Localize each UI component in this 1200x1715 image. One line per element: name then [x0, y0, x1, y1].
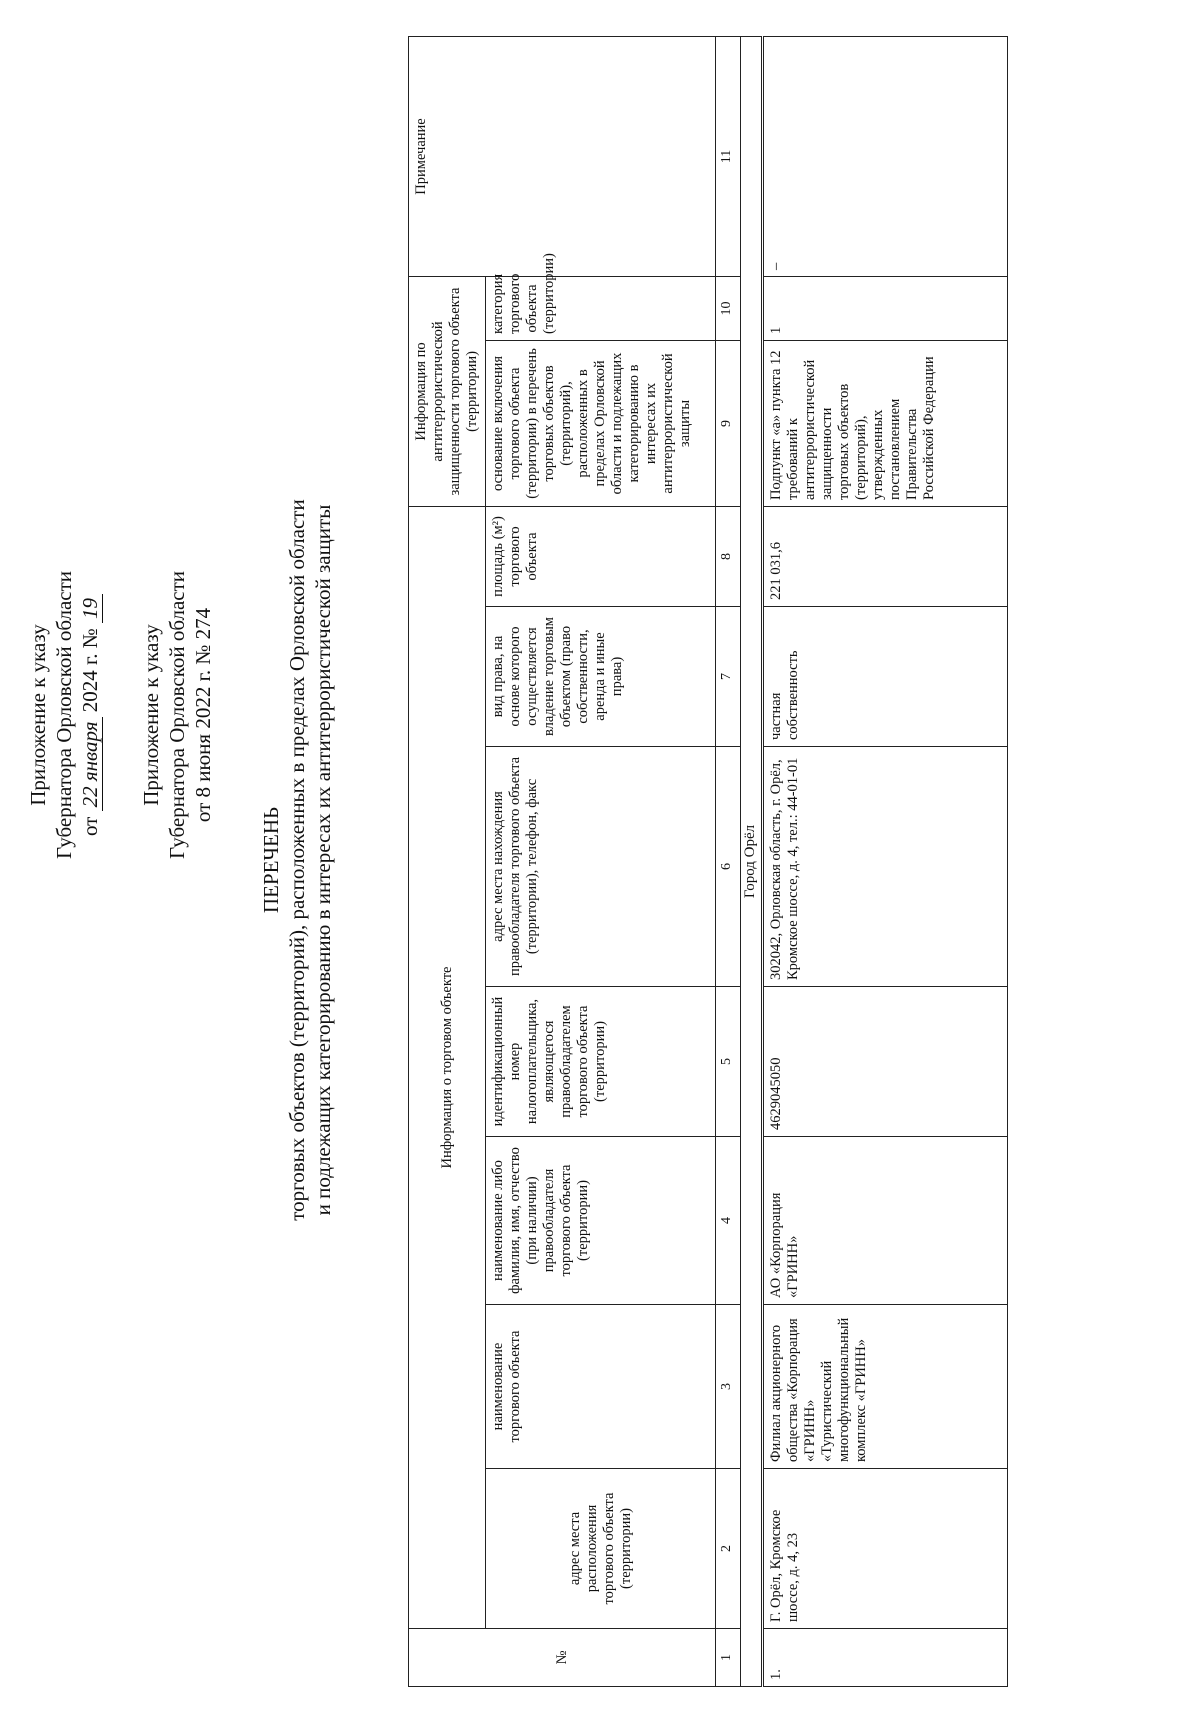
row-owner: АО «Корпорация «ГРИНН» [763, 1137, 1008, 1305]
handwritten-number: 19 [78, 594, 103, 623]
row-right: частная собственность [763, 607, 1008, 747]
appendix-header [25, 415, 103, 1015]
appendix-line-2: Губернатора Орловской области [52, 570, 76, 860]
row-inn: 4629045050 [763, 987, 1008, 1137]
prev-appendix-line-2: Губернатора Орловской области [165, 570, 189, 860]
prev-appendix-line-1: Приложение к указу [139, 624, 163, 806]
previous-appendix-header [138, 415, 216, 1015]
row-owner-address: 302042, Орловская область, г. Орёл, Кромское шоссе, д. 4, тел.: 44-01-01 [763, 747, 1008, 987]
group-header-protection: Информация по антитеррористической защищенности торгового объекта (территории) [409, 276, 486, 506]
col-number: 2 [716, 1469, 741, 1629]
city-section-title: Город Орёл [741, 36, 763, 1686]
prev-appendix-line-3: от 8 июня 2022 г. № 274 [191, 607, 215, 823]
col-header-object-name: наименование торгового объекта [486, 1305, 716, 1469]
row-address: Г. Орёл, Кромское шоссе, д. 4, 23 [763, 1469, 1008, 1629]
table-row [763, 36, 1008, 1686]
col-number: 4 [716, 1137, 741, 1305]
col-number: 10 [716, 276, 741, 340]
document-title [258, 345, 336, 1375]
city-section-row [741, 36, 763, 1686]
col-header-owner-address: адрес места нахождения правообладателя торгового объекта (территории), телефон, факс [486, 747, 716, 987]
table-header-columns-row [486, 36, 716, 1686]
row-basis: Подпункт «а» пункта 12 требований к антитеррористической защищенности торговых объектов (территорий), утвержденных постановлением Правительства Российской Федерации [763, 340, 1008, 506]
row-category: 1 [763, 276, 1008, 340]
row-object-name: Филиал акционерного общества «Корпорация «ГРИНН» «Туристический многофункциональный комплекс «ГРИНН» [763, 1305, 1008, 1469]
row-no: 1. [763, 1629, 1008, 1687]
col-number: 8 [716, 506, 741, 606]
column-numbers-row [716, 36, 741, 1686]
group-header-info: Информация о торговом объекте [409, 506, 486, 1628]
col-header-address: адрес места расположения торгового объекта (территории) [486, 1469, 716, 1629]
title-line-1: торговых объектов (территорий), расположенных в пределах Орловской области [285, 499, 309, 1221]
col-header-note: Примечание [409, 36, 716, 276]
col-header-inn: идентификационный номер налогоплательщика, являющегося правообладателем торгового объекта (территории) [486, 987, 716, 1137]
row-note: – [763, 36, 1008, 276]
row-area: 221 031,6 [763, 506, 1008, 606]
table-header-group-row [409, 36, 486, 1686]
col-number: 3 [716, 1305, 741, 1469]
title-main: ПЕРЕЧЕНЬ [259, 806, 283, 914]
col-number: 6 [716, 747, 741, 987]
title-line-2: и подлежащих категорированию в интересах их антитеррористической защиты [311, 504, 335, 1216]
col-number: 11 [716, 36, 741, 276]
col-number: 1 [716, 1629, 741, 1687]
col-header-right: вид права, на основе которого осуществляется владение торговым объектом (право собственности, аренда и иные права) [486, 607, 716, 747]
objects-table [408, 36, 1008, 1687]
col-number: 5 [716, 987, 741, 1137]
col-number: 7 [716, 607, 741, 747]
appendix-line-3: от 22 января 2024 г. № 19 [77, 415, 103, 1015]
col-header-no: № [409, 1629, 716, 1687]
col-header-category: категория торгового объекта (территории) [486, 276, 716, 340]
appendix-line-1: Приложение к указу [26, 624, 50, 806]
col-header-owner: наименование либо фамилия, имя, отчество (при наличии) правообладателя торгового объекта (территории) [486, 1137, 716, 1305]
handwritten-date: 22 января [78, 718, 103, 812]
col-header-basis: основание включения торгового объекта (территории) в перечень торговых объектов (территорий), расположенных в пределах Орловской области и подлежащих категорированию в интересах их антитеррористической защиты [486, 340, 716, 506]
col-header-area: площадь (м²) торгового объекта [486, 506, 716, 606]
col-number: 9 [716, 340, 741, 506]
